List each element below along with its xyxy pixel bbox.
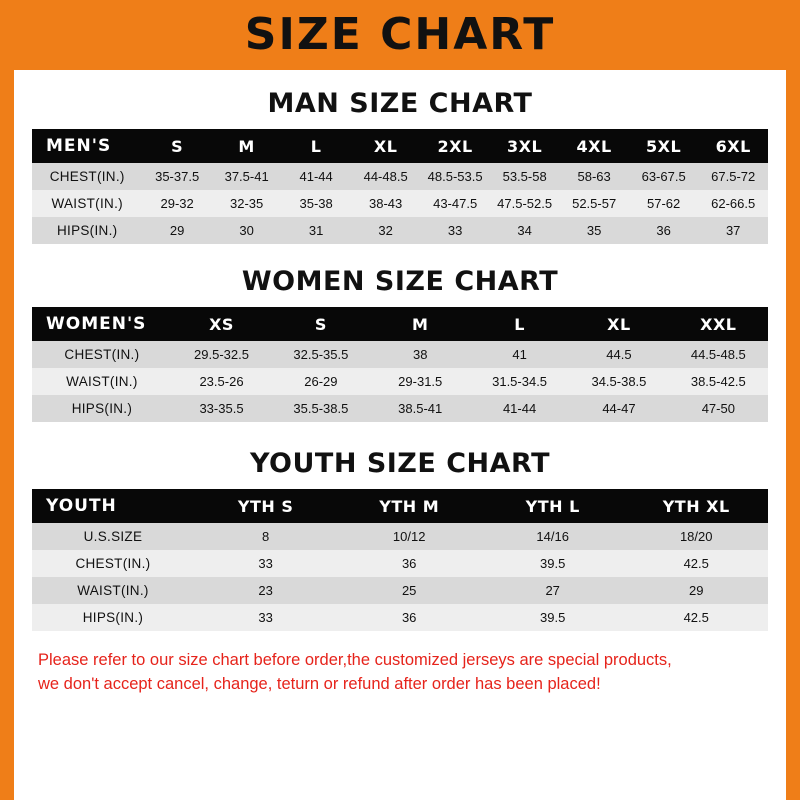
table-row xyxy=(32,341,768,368)
youth-col-3: YTH XL xyxy=(624,489,768,523)
women-row-label-2: HIPS(IN.) xyxy=(32,395,172,422)
men-row-label-1: WAIST(IN.) xyxy=(32,190,142,217)
men-cell-0-4: 48.5-53.5 xyxy=(420,163,490,190)
men-cell-2-0: 29 xyxy=(142,217,212,244)
women-corner-label: WOMEN'S xyxy=(32,307,172,341)
men-cell-2-2: 31 xyxy=(281,217,351,244)
youth-cell-2-2: 27 xyxy=(481,577,625,604)
youth-table-header xyxy=(32,489,768,523)
men-row-label-2: HIPS(IN.) xyxy=(32,217,142,244)
women-cell-2-4: 44-47 xyxy=(569,395,668,422)
men-cell-0-0: 35-37.5 xyxy=(142,163,212,190)
youth-cell-2-3: 29 xyxy=(624,577,768,604)
men-section-title: MAN SIZE CHART xyxy=(267,88,533,119)
men-cell-1-3: 38-43 xyxy=(351,190,421,217)
men-cell-2-1: 30 xyxy=(212,217,282,244)
men-cell-1-2: 35-38 xyxy=(281,190,351,217)
table-row xyxy=(32,604,768,631)
men-col-1: M xyxy=(212,129,282,163)
youth-row-label-3: HIPS(IN.) xyxy=(32,604,194,631)
table-row xyxy=(32,190,768,217)
women-row-label-0: CHEST(IN.) xyxy=(32,341,172,368)
women-cell-0-2: 38 xyxy=(371,341,470,368)
header-band xyxy=(0,0,800,70)
youth-row-label-2: WAIST(IN.) xyxy=(32,577,194,604)
women-cell-1-3: 31.5-34.5 xyxy=(470,368,569,395)
men-table-body xyxy=(32,163,768,244)
table-row xyxy=(32,577,768,604)
men-col-0: S xyxy=(142,129,212,163)
women-row-label-1: WAIST(IN.) xyxy=(32,368,172,395)
men-table-header xyxy=(32,129,768,163)
table-header-row xyxy=(32,307,768,341)
table-row xyxy=(32,163,768,190)
men-cell-2-7: 36 xyxy=(629,217,699,244)
table-row xyxy=(32,217,768,244)
table-row xyxy=(32,395,768,422)
women-col-4: XL xyxy=(569,307,668,341)
men-size-table xyxy=(32,129,768,244)
footer-note-line-2: we don't accept cancel, change, teturn or refund after order has been placed! xyxy=(38,674,601,693)
men-cell-0-1: 37.5-41 xyxy=(212,163,282,190)
men-cell-1-8: 62-66.5 xyxy=(698,190,768,217)
table-row xyxy=(32,523,768,550)
women-col-2: M xyxy=(371,307,470,341)
men-cell-1-5: 47.5-52.5 xyxy=(490,190,560,217)
women-cell-1-5: 38.5-42.5 xyxy=(669,368,768,395)
youth-cell-3-3: 42.5 xyxy=(624,604,768,631)
youth-row-label-1: CHEST(IN.) xyxy=(32,550,194,577)
table-header-row xyxy=(32,489,768,523)
youth-col-1: YTH M xyxy=(337,489,481,523)
men-cell-0-7: 63-67.5 xyxy=(629,163,699,190)
women-cell-0-0: 29.5-32.5 xyxy=(172,341,271,368)
women-cell-0-4: 44.5 xyxy=(569,341,668,368)
women-cell-0-3: 41 xyxy=(470,341,569,368)
table-header-row xyxy=(32,129,768,163)
youth-size-table xyxy=(32,489,768,631)
chart-content xyxy=(14,88,786,697)
men-col-4: 2XL xyxy=(420,129,490,163)
women-cell-1-1: 26-29 xyxy=(271,368,370,395)
youth-cell-1-1: 36 xyxy=(337,550,481,577)
women-size-table xyxy=(32,307,768,422)
men-cell-1-0: 29-32 xyxy=(142,190,212,217)
men-cell-2-8: 37 xyxy=(698,217,768,244)
men-cell-0-5: 53.5-58 xyxy=(490,163,560,190)
women-table-body xyxy=(32,341,768,422)
men-cell-0-3: 44-48.5 xyxy=(351,163,421,190)
table-row xyxy=(32,550,768,577)
men-col-8: 6XL xyxy=(698,129,768,163)
youth-row-label-0: U.S.SIZE xyxy=(32,523,194,550)
men-cell-2-3: 32 xyxy=(351,217,421,244)
men-col-7: 5XL xyxy=(629,129,699,163)
youth-cell-3-0: 33 xyxy=(194,604,338,631)
footer-note xyxy=(32,649,768,697)
women-cell-2-3: 41-44 xyxy=(470,395,569,422)
youth-cell-1-0: 33 xyxy=(194,550,338,577)
men-cell-2-5: 34 xyxy=(490,217,560,244)
youth-corner-label: YOUTH xyxy=(32,489,194,523)
men-cell-2-4: 33 xyxy=(420,217,490,244)
women-section-title: WOMEN SIZE CHART xyxy=(241,266,559,297)
women-col-5: XXL xyxy=(669,307,768,341)
men-cell-0-8: 67.5-72 xyxy=(698,163,768,190)
footer-note-line-1: Please refer to our size chart before order,the customized jerseys are special products, xyxy=(38,651,672,669)
table-row xyxy=(32,368,768,395)
men-col-5: 3XL xyxy=(490,129,560,163)
youth-col-0: YTH S xyxy=(194,489,338,523)
women-cell-1-2: 29-31.5 xyxy=(371,368,470,395)
men-cell-1-7: 57-62 xyxy=(629,190,699,217)
women-cell-2-2: 38.5-41 xyxy=(371,395,470,422)
youth-cell-3-2: 39.5 xyxy=(481,604,625,631)
youth-cell-0-0: 8 xyxy=(194,523,338,550)
youth-table-body xyxy=(32,523,768,631)
women-cell-2-5: 47-50 xyxy=(669,395,768,422)
youth-cell-1-3: 42.5 xyxy=(624,550,768,577)
men-col-3: XL xyxy=(351,129,421,163)
youth-cell-1-2: 39.5 xyxy=(481,550,625,577)
page-title: SIZE CHART xyxy=(244,9,556,60)
youth-cell-0-2: 14/16 xyxy=(481,523,625,550)
women-cell-2-1: 35.5-38.5 xyxy=(271,395,370,422)
women-cell-1-0: 23.5-26 xyxy=(172,368,271,395)
women-table-header xyxy=(32,307,768,341)
women-col-3: L xyxy=(470,307,569,341)
men-cell-1-1: 32-35 xyxy=(212,190,282,217)
women-cell-1-4: 34.5-38.5 xyxy=(569,368,668,395)
women-cell-0-5: 44.5-48.5 xyxy=(669,341,768,368)
men-cell-0-6: 58-63 xyxy=(559,163,629,190)
men-corner-label: MEN'S xyxy=(32,129,142,163)
men-col-6: 4XL xyxy=(559,129,629,163)
men-row-label-0: CHEST(IN.) xyxy=(32,163,142,190)
youth-cell-3-1: 36 xyxy=(337,604,481,631)
youth-cell-2-0: 23 xyxy=(194,577,338,604)
women-col-0: XS xyxy=(172,307,271,341)
men-cell-1-6: 52.5-57 xyxy=(559,190,629,217)
youth-cell-0-3: 18/20 xyxy=(624,523,768,550)
women-cell-2-0: 33-35.5 xyxy=(172,395,271,422)
men-cell-0-2: 41-44 xyxy=(281,163,351,190)
youth-col-2: YTH L xyxy=(481,489,625,523)
women-cell-0-1: 32.5-35.5 xyxy=(271,341,370,368)
youth-section-title: YOUTH SIZE CHART xyxy=(249,448,551,479)
women-col-1: S xyxy=(271,307,370,341)
men-col-2: L xyxy=(281,129,351,163)
men-cell-2-6: 35 xyxy=(559,217,629,244)
men-cell-1-4: 43-47.5 xyxy=(420,190,490,217)
youth-cell-0-1: 10/12 xyxy=(337,523,481,550)
youth-cell-2-1: 25 xyxy=(337,577,481,604)
